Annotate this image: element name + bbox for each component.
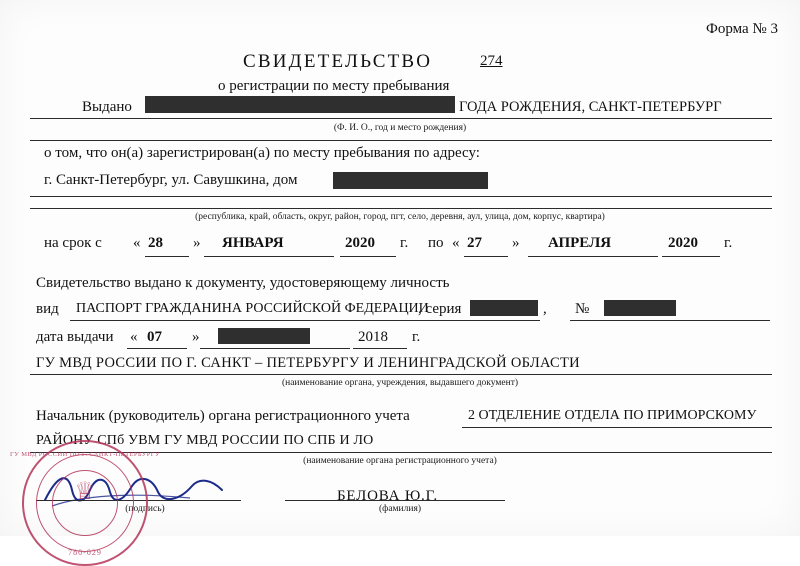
double-eagle-icon: ♕ <box>74 479 96 505</box>
term-g-2: г. <box>724 235 733 251</box>
term-g-1: г. <box>400 235 409 251</box>
caption-signature: (подпись) <box>125 504 165 514</box>
term-day-from: 28 <box>148 235 163 251</box>
term-year-to: 2020 <box>668 235 698 251</box>
certificate-number: 274 <box>480 53 503 69</box>
term-prefix: на срок с <box>44 235 102 251</box>
identity-type-label: вид <box>36 301 59 317</box>
term-quote-open-1: « <box>133 235 141 251</box>
rule-term-year-to <box>662 256 720 257</box>
form-number: Форма № 3 <box>706 21 778 37</box>
chief-body-line-1: 2 ОТДЕЛЕНИЕ ОТДЕЛА ПО ПРИМОРСКОМУ <box>468 408 757 423</box>
identity-type-value: ПАСПОРТ ГРАЖДАНИНА РОССИЙСКОЙ ФЕДЕРАЦИИ <box>76 301 429 316</box>
rule-term-day-to <box>464 256 508 257</box>
caption-surname: (фамилия) <box>379 504 421 514</box>
issued-birth-place: ГОДА РОЖДЕНИЯ, САНКТ-ПЕТЕРБУРГ <box>459 99 722 115</box>
rule-identity-type <box>70 320 540 321</box>
identity-intro: Свидетельство выдано к документу, удостоверяющему личность <box>36 275 450 291</box>
rule-identity-number <box>570 320 770 321</box>
rule-date-year <box>353 348 407 349</box>
rule-surname <box>285 500 505 501</box>
redacted-number-block <box>604 300 676 316</box>
redacted-seria-block <box>470 300 538 316</box>
rule-blank <box>30 140 772 141</box>
chief-label: Начальник (руководитель) органа регистрационного учета <box>36 408 410 424</box>
redacted-name-block <box>145 96 455 113</box>
term-quote-close-2: » <box>512 235 520 251</box>
identity-date-year: 2018 <box>358 329 388 345</box>
rule-chief-1 <box>462 427 772 428</box>
rule-issued <box>30 118 772 119</box>
term-month-to: АПРЕЛЯ <box>548 235 612 251</box>
caption-chief: (наименование органа регистрационного учета) <box>303 456 497 466</box>
term-quote-open-2: « <box>452 235 460 251</box>
caption-fio: (Ф. И. О., год и место рождения) <box>333 123 467 133</box>
rule-term-month-from <box>204 256 334 257</box>
identity-date-g: г. <box>412 329 421 345</box>
term-po: по <box>428 235 444 251</box>
identity-date-quote-close: » <box>192 329 200 345</box>
registration-intro: о том, что он(а) зарегистрирован(а) по месту пребывания по адресу: <box>44 145 480 161</box>
rule-authority <box>30 374 772 375</box>
term-year-from: 2020 <box>345 235 375 251</box>
rule-address-2 <box>30 208 772 209</box>
page-subtitle: о регистрации по месту пребывания <box>218 78 450 94</box>
rule-date-day <box>127 348 187 349</box>
chief-body-line-2: РАЙОНУ СПб УВМ ГУ МВД РОССИИ ПО СПБ И ЛО <box>36 433 374 448</box>
issued-label: Выдано <box>82 99 132 115</box>
identity-date-day: 07 <box>147 329 162 345</box>
identity-seria-label: , серия <box>418 301 462 317</box>
identity-number-label: № <box>575 301 590 317</box>
identity-date-label: дата выдачи <box>36 329 114 345</box>
caption-address: (республика, край, область, округ, район, город, пгт, село, деревня, аул, улица, дом, корпус, квартира) <box>195 212 605 222</box>
issuing-authority: ГУ МВД РОССИИ ПО Г. САНКТ – ПЕТЕРБУРГУ И ЛЕНИНГРАДСКОЙ ОБЛАСТИ <box>36 355 580 371</box>
rule-date-month <box>200 348 350 349</box>
caption-authority: (наименование органа, учреждения, выдавшего документ) <box>281 378 519 388</box>
official-stamp <box>10 440 160 566</box>
term-quote-close-1: » <box>193 235 201 251</box>
stamp-bottom-text: 780-029 <box>68 548 102 557</box>
rule-address-1 <box>30 196 772 197</box>
rule-term-year-from <box>340 256 396 257</box>
signatory-surname: БЕЛОВА Ю.Г. <box>337 488 438 504</box>
rule-term-day-from <box>145 256 189 257</box>
rule-term-month-to <box>528 256 658 257</box>
identity-date-quote-open: « <box>130 329 138 345</box>
redacted-address-block <box>333 172 488 189</box>
page-title: СВИДЕТЕЛЬСТВО <box>243 51 433 72</box>
term-day-to: 27 <box>467 235 482 251</box>
identity-comma: , <box>543 301 547 317</box>
stamp-top-text: ГУ МВД РОССИИ ПО Г. САНКТ-ПЕТЕРБУРГУ <box>10 451 160 458</box>
term-month-from: ЯНВАРЯ <box>222 235 284 251</box>
redacted-date-month-block <box>218 328 310 344</box>
registration-address: г. Санкт-Петербург, ул. Савушкина, дом <box>44 172 298 188</box>
